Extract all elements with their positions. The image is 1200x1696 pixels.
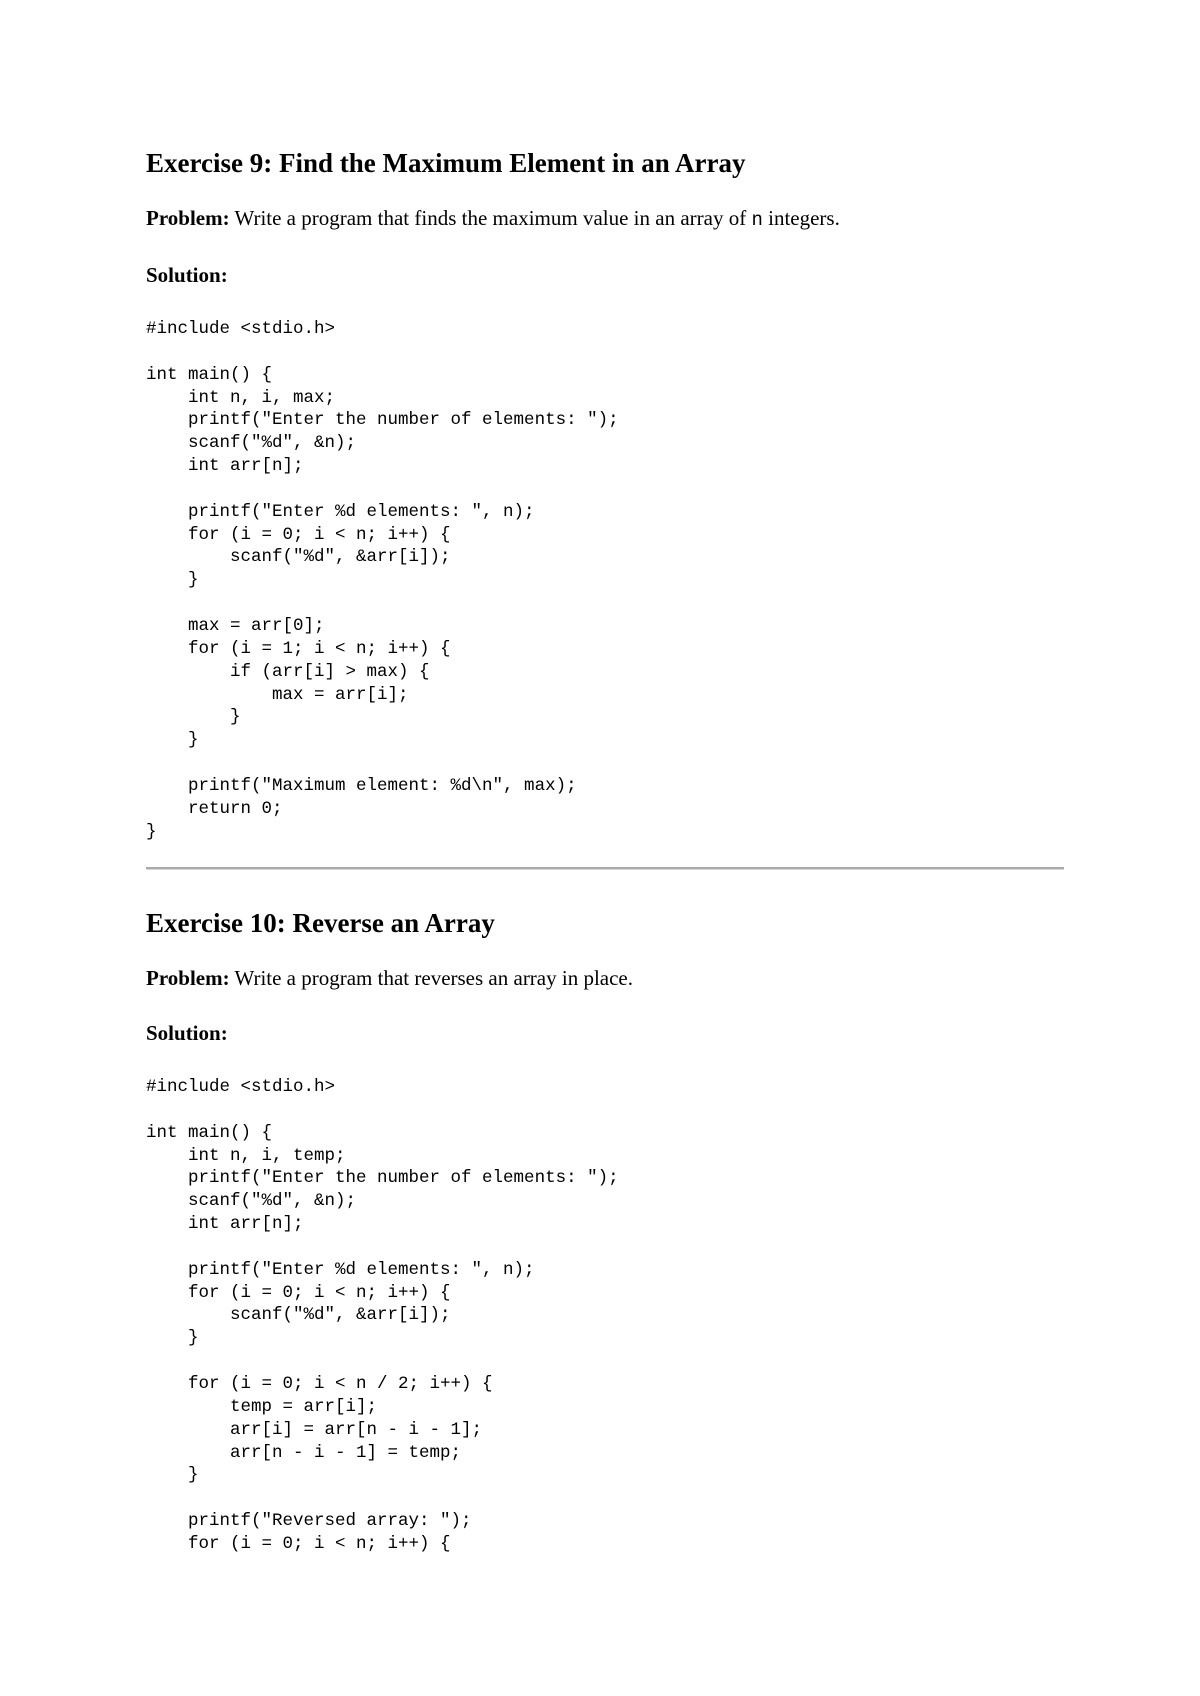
exercise-9-code-block: #include <stdio.h> int main() { int n, i, max; printf("Enter the number of elements: "); scanf("%d", &n); int arr[n]; printf("Enter %d elements: ", n); for (i = 0; i < n; i++) { scanf("%d", &arr[i]); } max = arr[0]; for (i = 1; i < n; i++) { if (arr[i] > max) { max = arr[i]; } } printf("Maximum element: %d\n", max); return 0; } xyxy=(146,319,619,842)
exercise-9-title: Exercise 9: Find the Maximum Element in an Array xyxy=(146,148,746,178)
exercise-10-problem xyxy=(146,964,1064,992)
exercise-10-solution-label: Solution: xyxy=(146,1021,228,1045)
section-divider xyxy=(146,867,1064,869)
exercise-9-problem xyxy=(146,204,1064,234)
exercise-9-problem-text: Write a program that finds the maximum value in an array of xyxy=(234,206,747,230)
exercise-10-problem-text: Write a program that reverses an array in place. xyxy=(234,966,634,990)
exercise-10-problem-label: Problem: xyxy=(146,966,230,990)
exercise-9-solution-label: Solution: xyxy=(146,263,228,287)
exercise-9-problem-text-after: integers. xyxy=(768,206,840,230)
exercise-10-code-block: #include <stdio.h> int main() { int n, i, temp; printf("Enter the number of elements: "); scanf("%d", &n); int arr[n]; printf("Enter %d elements: ", n); for (i = 0; i < n; i++) { scanf("%d", &arr[i]); } for (i = 0; i < n / 2; i++) { temp = arr[i]; arr[i] = arr[n - i - 1]; arr[n - i - 1] = temp; } printf("Reversed array: "); for (i = 0; i < n; i++) { xyxy=(146,1077,619,1554)
exercise-10-title: Exercise 10: Reverse an Array xyxy=(146,908,495,938)
exercise-9-problem-label: Problem: xyxy=(146,206,230,230)
exercise-9-problem-inline-code: n xyxy=(751,209,763,231)
